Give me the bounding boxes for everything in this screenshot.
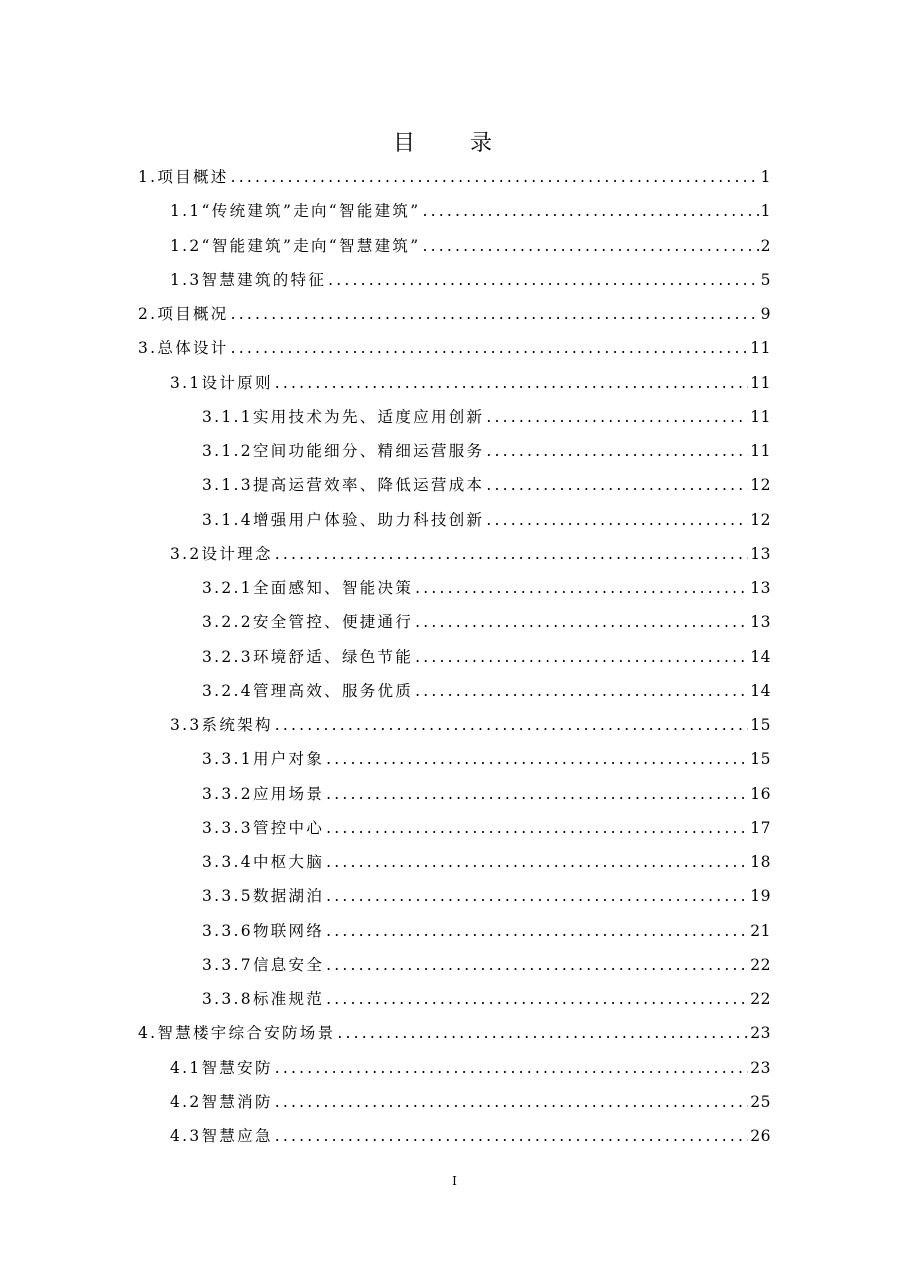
toc-dot-leader [415,682,748,700]
toc-entry[interactable] [170,1124,771,1150]
toc-entry-label: 3.3系统架构 [170,716,273,734]
toc-entry[interactable] [138,302,771,328]
toc-entry[interactable] [202,816,771,842]
toc-entry-page-number: 12 [750,476,771,494]
toc-entry[interactable] [202,679,771,705]
toc-entry-label: 2.项目概况 [138,305,229,323]
toc-entry[interactable] [202,747,771,773]
toc-entry-page-number: 22 [750,990,771,1008]
toc-dot-leader [486,408,748,426]
toc-entry-page-number: 9 [760,305,771,323]
toc-dot-leader [326,956,748,974]
toc-entry-label: 3.1.2空间功能细分、精细运营服务 [202,442,485,460]
toc-dot-leader [275,716,749,734]
toc-entry-label: 3.3.8标准规范 [202,990,325,1008]
toc-entry-page-number: 2 [760,237,771,255]
toc-entry[interactable] [170,542,771,568]
toc-entry-page-number: 11 [750,339,771,357]
page-title: 目 录 [393,131,516,156]
toc-dot-leader [326,853,748,871]
toc-entry-page-number: 11 [750,408,771,426]
toc-entry[interactable] [202,919,771,945]
toc-entry[interactable] [170,1056,771,1082]
toc-dot-leader [486,511,748,529]
toc-dot-leader [415,648,748,666]
toc-entry-label: 3.2.4管理高效、服务优质 [202,682,414,700]
toc-entry-label: 4.智慧楼宇综合安防场景 [138,1024,336,1042]
toc-entry-label: 3.2.2安全管控、便捷通行 [202,613,414,631]
toc-entry-page-number: 11 [750,374,771,392]
toc-entry-label: 3.1.3提高运营效率、降低运营成本 [202,476,485,494]
toc-entry-page-number: 11 [750,442,771,460]
toc-entry[interactable] [202,508,771,534]
toc-entry[interactable] [202,439,771,465]
toc-entry-label: 1.项目概述 [138,168,229,186]
toc-entry[interactable] [202,576,771,602]
toc-dot-leader [486,442,748,460]
toc-entry-label: 1.2“智能建筑”走向“智慧建筑” [170,237,421,255]
toc-dot-leader [422,202,758,220]
toc-entry-label: 3.3.2应用场景 [202,785,325,803]
toc-entry[interactable] [138,165,771,191]
toc-entry-label: 4.2智慧消防 [170,1093,273,1111]
toc-dot-leader [486,476,748,494]
toc-entry[interactable] [170,234,771,260]
toc-entry[interactable] [202,782,771,808]
toc-entry-page-number: 21 [750,922,771,940]
toc-dot-leader [326,750,748,768]
toc-dot-leader [275,1093,749,1111]
toc-dot-leader [275,1059,749,1077]
toc-entry-label: 3.1.4增强用户体验、助力科技创新 [202,511,485,529]
toc-entry-label: 3.3.4中枢大脑 [202,853,325,871]
toc-dot-leader [326,785,748,803]
toc-entry[interactable] [202,884,771,910]
toc-entry-page-number: 18 [750,853,771,871]
toc-dot-leader [275,545,749,563]
toc-dot-leader [415,613,748,631]
toc-entry[interactable] [170,371,771,397]
toc-entry-page-number: 19 [750,887,771,905]
toc-entry-page-number: 12 [750,511,771,529]
toc-entry-page-number: 25 [750,1093,771,1111]
toc-entry-label: 4.1智慧安防 [170,1059,273,1077]
toc-entry-label: 1.1“传统建筑”走向“智能建筑” [170,202,421,220]
toc-dot-leader [275,374,749,392]
toc-entry[interactable] [202,610,771,636]
toc-dot-leader [231,339,749,357]
toc-entry-page-number: 14 [750,648,771,666]
toc-entry[interactable] [202,645,771,671]
footer-page-number: I [452,1174,457,1188]
toc-dot-leader [326,922,748,940]
toc-entry-label: 3.1.1实用技术为先、适度应用创新 [202,408,485,426]
toc-dot-leader [231,305,759,323]
toc-entry-label: 3.3.6物联网络 [202,922,325,940]
toc-entry-label: 3.总体设计 [138,339,229,357]
toc-entry-page-number: 1 [760,168,771,186]
toc-entry[interactable] [202,987,771,1013]
toc-dot-leader [422,237,758,255]
toc-dot-leader [275,1127,749,1145]
toc-entry-label: 3.3.1用户对象 [202,750,325,768]
toc-entry[interactable] [138,1021,771,1047]
toc-entry-page-number: 13 [750,579,771,597]
toc-entry-page-number: 16 [750,785,771,803]
toc-dot-leader [415,579,748,597]
toc-entry-page-number: 5 [760,271,771,289]
toc-entry[interactable] [202,953,771,979]
toc-entry-page-number: 17 [750,819,771,837]
toc-entry[interactable] [170,268,771,294]
toc-dot-leader [326,990,748,1008]
toc-entry-page-number: 1 [760,202,771,220]
toc-entry-label: 3.2设计理念 [170,545,273,563]
toc-entry-label: 1.3智慧建筑的特征 [170,271,327,289]
toc-entry[interactable] [170,199,771,225]
toc-entry-page-number: 15 [750,750,771,768]
toc-entry-page-number: 15 [750,716,771,734]
toc-entry[interactable] [170,713,771,739]
toc-entry-page-number: 23 [750,1024,771,1042]
toc-entry-label: 4.3智慧应急 [170,1127,273,1145]
toc-entry[interactable] [202,850,771,876]
toc-entry-page-number: 22 [750,956,771,974]
toc-entry[interactable] [170,1090,771,1116]
toc-entry[interactable] [202,473,771,499]
toc-entry-label: 3.1设计原则 [170,374,273,392]
toc-entry-label: 3.3.5数据湖泊 [202,887,325,905]
toc-entry-page-number: 13 [750,613,771,631]
toc-entry-page-number: 23 [750,1059,771,1077]
toc-entry-page-number: 26 [750,1127,771,1145]
toc-entry-label: 3.2.3环境舒适、绿色节能 [202,648,414,666]
toc-entry-label: 3.3.7信息安全 [202,956,325,974]
toc-entry[interactable] [202,405,771,431]
toc-dot-leader [337,1024,748,1042]
toc-dot-leader [326,819,748,837]
toc-entry-label: 3.2.1全面感知、智能决策 [202,579,414,597]
toc-entry-page-number: 14 [750,682,771,700]
toc-entry[interactable] [138,336,771,362]
toc-entry-label: 3.3.3管控中心 [202,819,325,837]
toc-dot-leader [328,271,758,289]
toc-dot-leader [326,887,748,905]
toc-entry-page-number: 13 [750,545,771,563]
toc-dot-leader [231,168,759,186]
